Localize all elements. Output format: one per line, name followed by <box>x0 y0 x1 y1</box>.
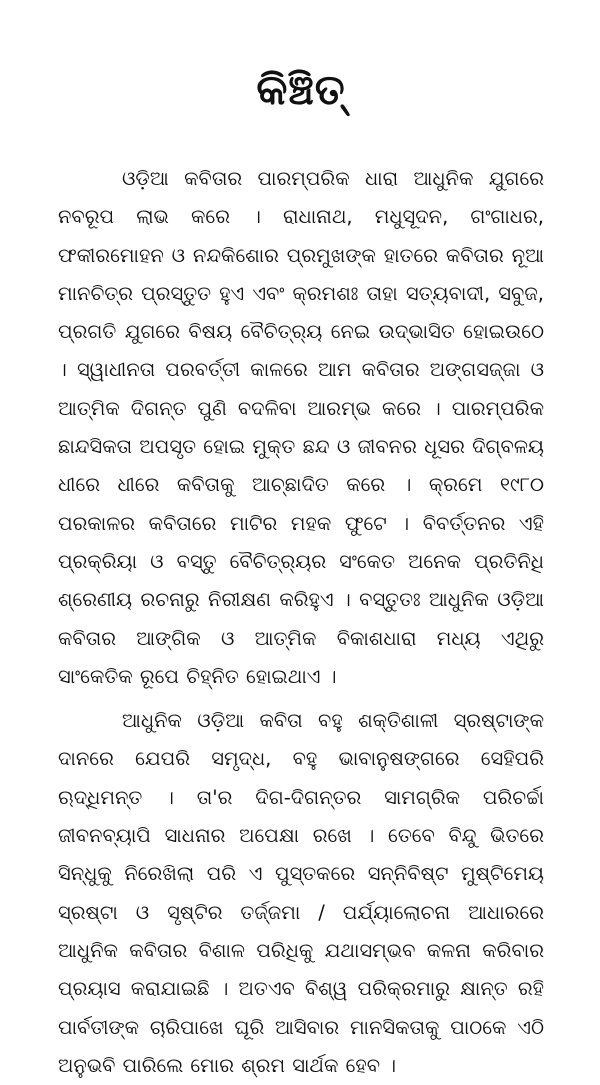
page-title: କିଞ୍ଚିତ୍ <box>256 65 346 114</box>
paragraph-1: ଓଡ଼ିଆ କବିତାର ପାରମ୍ପରିକ ଧାରା ଆଧୁନିକ ଯୁଗରେ ନବରୂପ ଲାଭ କରେ । ରାଧାନାଥ, ମଧୁସୂଦନ, ଗଂଗାଧର, ଫକୀରମୋହନ ଓ ନନ୍ଦକିଶୋର ପ୍ରମୁଖଙ୍କ ହାତରେ କବିତାର ନୂଆ ମାନଚିତ୍ର ପ୍ରସ୍ତୁତ ହୁଏ ଏବଂ କ୍ରମଶଃ ତାହା ସତ୍ୟବାଦୀ, ସବୁଜ, ପ୍ରଗତି ଯୁଗରେ ବିଷୟ ବୈଚିତ୍ର୍ୟ ନେଇ ଉଦ୍‌ଭାସିତ ହୋଇଉଠେ । ସ୍ୱାଧୀନତା ପରବର୍ତ୍ତୀ କାଳରେ ଆମ କବିତାର ଅଙ୍ଗସଜ୍ଜା ଓ ଆତ୍ମିକ ଦିଗନ୍ତ ପୁଣି ବଦଳିବା ଆରମ୍ଭ କରେ । ପାରମ୍ପରିକ ଛାନ୍ଦସିକତା ଅପସୃତ ହୋଇ ମୁକ୍ତ ଛନ୍ଦ ଓ ଜୀବନର ଧୂସର ଦିଗ୍‌ବଳୟ ଧୀରେ ଧୀରେ କବିତାକୁ ଆଚ୍ଛାଦିତ କରେ । କ୍ରମେ ୧୯୮୦ ପରକାଳର କବିତାରେ ମାଟିର ମହକ ଫୁଟେ । ବିବର୍ତ୍ତନର ଏହି ପ୍ରକ୍ରିୟା ଓ ବସ୍ତୁ ବୈଚିତ୍ର୍ୟର ସଂକେତ ଅନେକ ପ୍ରତିନିଧି ଶ୍ରେଣୀୟ ରଚନାରୁ ନିରୀକ୍ଷଣ କରିହୁଏ । ବସ୍ତୁତଃ ଆଧୁନିକ ଓଡ଼ିଆ କବିତାର ଆଙ୍ଗିକ ଓ ଆତ୍ମିକ ବିକାଶଧାରା ମଧ୍ୟ ଏଥିରୁ ସାଂକେତିକ ରୂପେ ଚିହ୍ନିତ ହୋଇଥାଏ । <box>58 167 544 688</box>
paragraph-2: ଆଧୁନିକ ଓଡ଼ିଆ କବିତା ବହୁ ଶକ୍ତିଶାଳୀ ସ୍ରଷ୍ଟାଙ୍କ ଦାନରେ ଯେପରି ସମୃଦ୍ଧ, ବହୁ ଭାବାନୁଷଙ୍ଗରେ ସେହିପରି ଋଦ୍ଧିମନ୍ତ । ତା'ର ଦିଗ-ଦିଗନ୍ତର ସାମଗ୍ରିକ ପରିଚର୍ଚ୍ଚା ଜୀବନବ୍ୟାପି ସାଧନାର ଅପେକ୍ଷା ରଖେ । ତେବେ ବିନ୍ଦୁ ଭିତରେ ସିନ୍ଧୁକୁ ନିରେଖିଲା ପରି ଏ ପୁସ୍ତକରେ ସନ୍ନିବିଷ୍ଟ ମୁଷ୍ଟିମେୟ ସ୍ରଷ୍ଟା ଓ ସୃଷ୍ଟିର ତର୍ଜ୍ଜମା / ପର୍ଯ୍ୟାଲୋଚନା ଆଧାରରେ ଆଧୁନିକ କବିତାର ବିଶାଳ ପରିଧିକୁ ଯଥାସମ୍ଭବ କଳନା କରିବାର ପ୍ରୟାସ କରାଯାଇଛି । ଅତଏବ ବିଶ୍ୱ ପରିକ୍ରମାରୁ କ୍ଷାନ୍ତ ରହି ପାର୍ବତୀଙ୍କ ଚାରିପାଖେ ଘୂରି ଆସିବାର ମାନସିକତାକୁ ପାଠକେ ଏଠି ଅନୁଭବି ପାରିଲେ ମୋର ଶ୍ରମ ସାର୍ଥକ ହେବ । <box>58 709 544 1077</box>
body-text <box>58 160 544 1085</box>
